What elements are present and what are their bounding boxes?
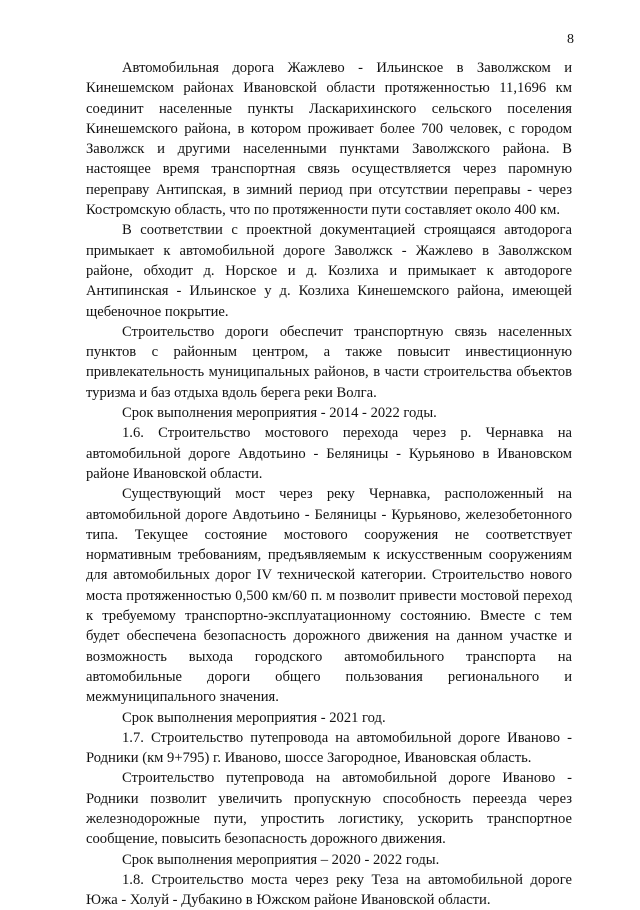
paragraph-deadline-2021: Срок выполнения мероприятия - 2021 год. (122, 709, 386, 726)
paragraph-road-route: В соответствии с проектной документацией строящаяся автодорога примыкает к автомобильной дороге Заволжск - Жажлево в Заволжском районе, обходит д. Норское и д. Козлиха и примыкает к автодороге Антипинская - Ильинское у д. Козлиха Кинешемского района, имеющей щебеночное покрытие. (86, 222, 572, 320)
paragraph-road-zhazhlevo-description: Автомобильная дорога Жажлево - Ильинское в Заволжском и Кинешемском районах Ивановской области протяженностью 11,1696 км соединит населенные пункты Ласкарихинского сельского поселения Кинешемского района, в котором проживает более 700 человек, с городом Заволжск и другими населенными пунктами Заволжского района. В настоящее время транспортная связь осуществляется через паромную переправу Антипская, в зимний период при отсутствии переправы - через Костромскую область, что по протяженности пути составляет около 400 км. (86, 60, 572, 219)
paragraph-item-1-6: 1.6. Строительство мостового перехода через р. Чернавка на автомобильной дороге Авдотьино - Беляницы - Курьяново в Ивановском районе Ивановской области. (86, 425, 572, 482)
paragraph-deadline-2014-2022: Срок выполнения мероприятия - 2014 - 2022 годы. (122, 405, 437, 422)
paragraph-item-1-7: 1.7. Строительство путепровода на автомобильной дороге Иваново - Родники (км 9+795) г. Иваново, шоссе Загородное, Ивановская область. (86, 729, 572, 767)
paragraph-item-1-8: 1.8. Строительство моста через реку Теза на автомобильной дороге Южа - Холуй - Дубакино в Южском районе Ивановской области. (86, 871, 572, 909)
paragraph-bridge-chernavka-description: Существующий мост через реку Чернавка, расположенный на автомобильной дороге Авдотьино - Беляницы - Курьяново, железобетонного типа. Текущее состояние мостового сооружения не соответствует нормативным требованиям, предъявляемым к искусственным сооружениям для автомобильных дорог IV технической категории. Строительство нового моста протяженностью 0,500 км/60 п. м позволит привести мостовой переход к требуемому транспортно-эксплуатационному состоянию. Вместе с тем будет обеспечена безопасность дорожного движения на данном участке и возможность выхода городского автомобильного транспорта на автомобильные дороги общего пользования регионального и межмуниципального значения. (86, 486, 572, 706)
paragraph-deadline-2020-2022: Срок выполнения мероприятия – 2020 - 2022 годы. (122, 851, 440, 868)
page-number: 8 (567, 32, 574, 47)
paragraph-road-benefits: Строительство дороги обеспечит транспортную связь населенных пунктов с районным центром, а также повысит инвестиционную привлекательность муниципальных районов, в части строительства объектов туризма и баз отдыха вдоль берега реки Волга. (86, 323, 572, 401)
document-body (86, 58, 572, 910)
paragraph-overpass-description: Строительство путепровода на автомобильной дороге Иваново - Родники позволит увеличить пропускную способность переезда через железнодорожные пути, упростить логистику, ускорить транспортное сообщение, повысить безопасность дорожного движения. (86, 770, 572, 848)
